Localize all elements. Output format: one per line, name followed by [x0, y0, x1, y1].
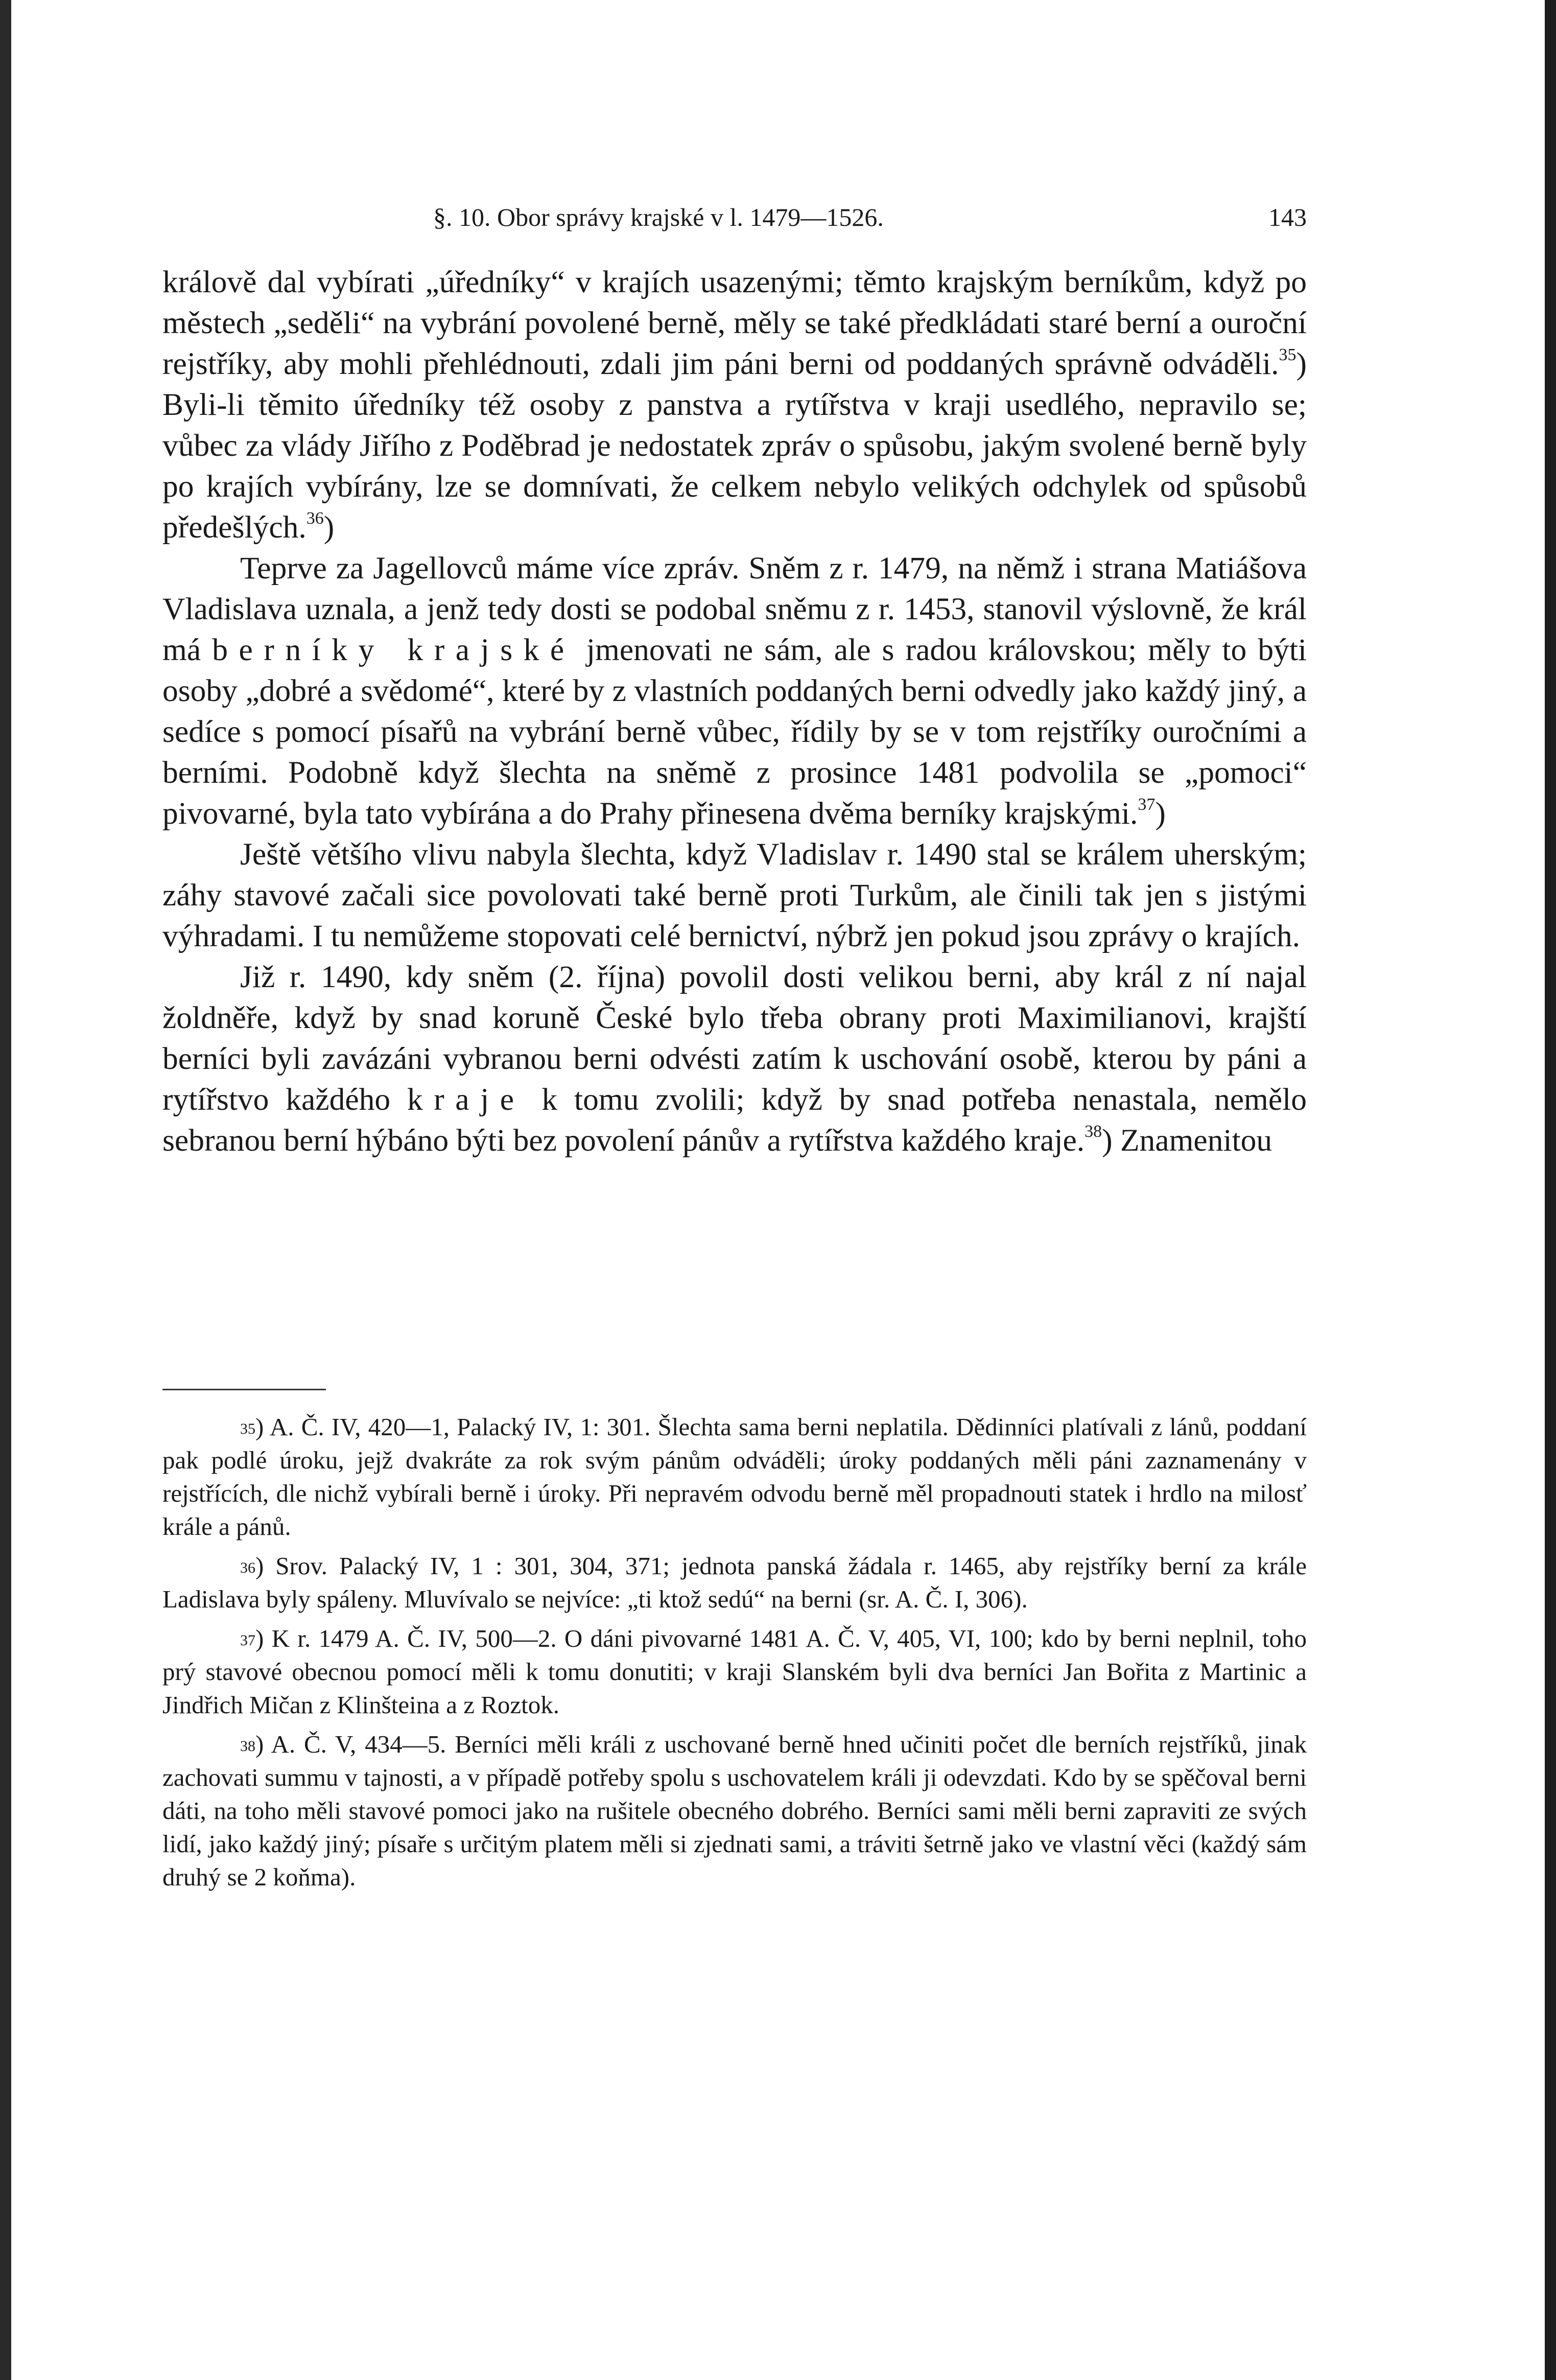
footnote-text: ) A. Č. V, 434—5. Berníci měli králi z uschované berně hned učiniti počet dle berních rejstříků, jinak zachovati summu v tajnosti, a v případě potřeby spolu s uschovatelem králi ji odevzdati. Kdo by se spěčoval berni dáti, na toho měli stavové pomoci jako na rušitele obecného dobrého. Berníci sami měli berni zapraviti ze svých lidí, jako každý jiný; písaře s určitým platem měli si zjednati sami, a tráviti šetrně jako ve vlastní věci (každý sám druhý se 2 koňma). [162, 1730, 1307, 1891]
main-text [162, 262, 1307, 1161]
footnote-text: ) Srov. Palacký IV, 1 : 301, 304, 371; jednota panská žádala r. 1465, aby rejstříky berní za krále Ladislava byly spáleny. Mluvívalo se nejvíce: „ti ktož sedú“ na berni (sr. A. Č. I, 306). [162, 1552, 1307, 1613]
paragraph-4-text-b: k tomu zvolili; když by snad potřeba nenastala, nemělo sebranou berní hýbáno býti bez povolení pánův a rytířstva každého kraje. [162, 1082, 1307, 1158]
footnote-mark: 38 [240, 1738, 255, 1755]
paragraph-1-text-c: ) [323, 510, 335, 545]
paragraph-4 [162, 956, 1307, 1161]
footnote-ref-37: 37 [1138, 795, 1156, 814]
paragraph-2-text-a: Teprve za Jagellovců máme více zpráv. Sněm z r. 1479, na němž i strana Matiášova Vladislava uznala, a jenž tedy dosti se podobal sněmu z r. 1453, stanovil výslovně, že král má [162, 551, 1307, 667]
footnote-ref-36: 36 [306, 509, 324, 528]
page-header [162, 199, 1307, 235]
paragraph-2-text-b: jmenovati ne sám, ale s radou královskou; měly to býti osoby „dobré a svědomé“, které by z vlastních poddaných berni odvedly jako každý jiný, a sedíce s pomocí písařů na vybrání berně vůbec, řídily by se v tom rejstříky ouročními a berními. Podobně když šlechta na sněmě z prosince 1481 podvolila se „pomoci“ pivovarné, byla tato vybírána a do Prahy přinesena dvěma berníky krajskými. [162, 633, 1307, 831]
page-number: 143 [1268, 203, 1307, 231]
paragraph-3: Ještě většího vlivu nabyla šlechta, když Vladislav r. 1490 stal se králem uherským; záhy stavové začali sice povolovati také berně proti Turkům, ale činili tak jen s jistými výhradami. I tu nemůžeme stopovati celé bernictví, nýbrž jen pokud jsou zprávy o krajích. [162, 837, 1307, 953]
footnote-rule [162, 1389, 326, 1390]
footnote-mark: 36 [240, 1559, 255, 1576]
paragraph-4-text-a: Již r. 1490, kdy sněm (2. října) povolil dosti velikou berni, aby král z ní najal žoldněře, když by snad koruně České bylo třeba obrany proti Maximilianovi, krajští berníci byli zavázáni vybranou berni odvésti zatím k uschování osobě, kterou by páni a rytířstvo každého [162, 960, 1307, 1117]
footnote-37 [162, 1622, 1307, 1721]
paragraph-1-text-b: ) Byli-li těmito úředníky též osoby z panstva a rytířstva v kraji usedlého, nepravilo se; vůbec za vlády Jiřího z Poděbrad je nedostatek zpráv o spůsobu, jakým svolené berně byly po krajích vybírány, lze se domnívati, že celkem nebylo velikých odchylek od spůsobů předešlých. [162, 346, 1307, 545]
paragraph-2-text-c: ) [1155, 796, 1166, 831]
scan-right-edge [1545, 0, 1556, 2380]
footnote-text: ) A. Č. IV, 420—1, Palacký IV, 1: 301. Šlechta sama berni neplatila. Dědinníci platívali z lánů, poddaní pak podlé úroku, jejž dvakráte za rok svým pánům odváděli; úroky poddaných měli páni zaznamenány v rejstřících, dle nichž vybírali berně i úroky. Při nepravém odvodu berně měl propadnouti statek i hrdlo na milosť krále a pánů. [162, 1413, 1307, 1541]
footnote-ref-38: 38 [1085, 1122, 1102, 1141]
paragraph-4-text-c: ) Znamenitou [1102, 1123, 1272, 1158]
footnote-text: ) K r. 1479 A. Č. IV, 500—2. O dáni pivovarné 1481 A. Č. V, 405, VI, 100; kdo by berni neplnil, toho prý stavové obecnou pomocí měli k tomu donutiti; v kraji Slanském byli dva berníci Jan Bořita z Martinic a Jindřich Mičan z Klinšteina a z Roztok. [162, 1624, 1307, 1719]
footnote-mark: 35 [240, 1420, 255, 1437]
paragraph-4-spaced: kraje [407, 1082, 525, 1117]
paragraph-1 [162, 262, 1307, 548]
paragraph-1-text-a: králově dal vybírati „úředníky“ v krajích usazenými; těmto krajským berníkům, když po městech „seděli“ na vybrání povolené berně, měly se také předkládati staré berní a ouroční rejstříky, aby mohli přehlédnouti, zdali jim páni berni od poddaných správně odváděli. [162, 265, 1307, 381]
footnote-38 [162, 1728, 1307, 1894]
footnote-mark: 37 [240, 1632, 255, 1649]
running-title: §. 10. Obor správy krajské v l. 1479—1526. [433, 203, 884, 231]
footnote-36 [162, 1549, 1307, 1616]
paragraph-2 [162, 548, 1307, 834]
footnote-35 [162, 1410, 1307, 1543]
footnotes [162, 1410, 1307, 1900]
footnote-ref-35: 35 [1279, 345, 1296, 364]
scan-left-edge [0, 0, 11, 2380]
paragraph-2-spaced: berníky krajské [212, 633, 575, 667]
